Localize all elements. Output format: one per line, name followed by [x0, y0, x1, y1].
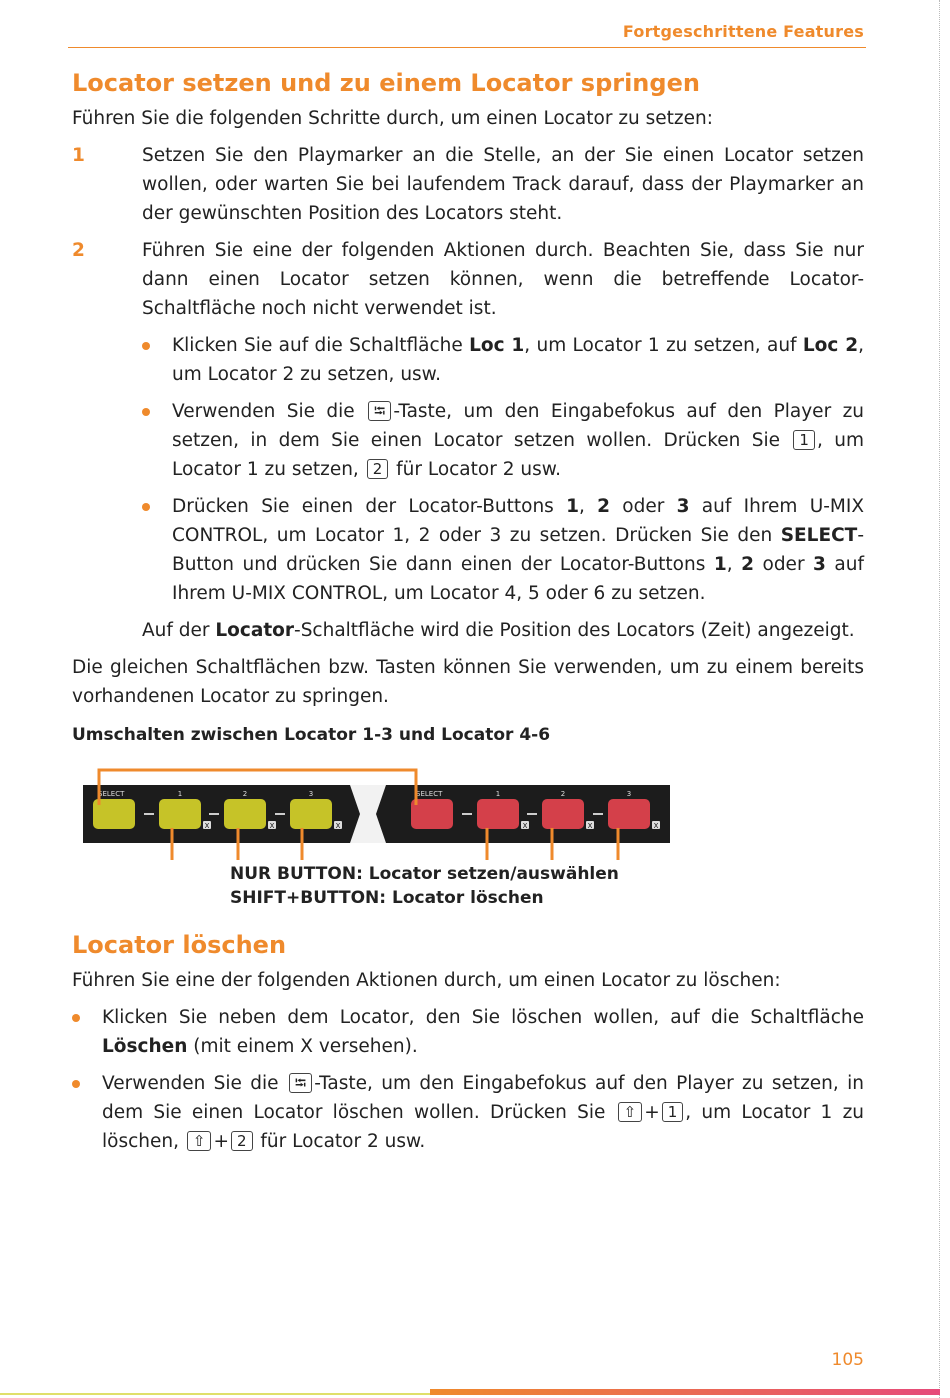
x-badge-label: X [335, 822, 341, 830]
button-label: 1 [495, 790, 501, 798]
section1-outro: Die gleichen Schaltflächen bzw. Tasten können Sie verwenden, um zu einem bereits vorhandenen Locator zu springen. [72, 657, 864, 707]
locator-button [543, 800, 583, 828]
tab-key-icon: ⭾ [289, 1073, 312, 1093]
key-2-icon: 2 [367, 459, 389, 479]
bullet-text: Verwenden Sie die ⭾ -Taste, um den Eingabefokus auf den Player zu setzen, in dem Sie einen Locator löschen wollen. Drücken Sie ⇧ + 1 , um Locator 1 zu löschen, ⇧ + 2 für Locator 2 usw. [102, 1073, 864, 1152]
page-content [72, 66, 864, 1164]
locator-button [609, 800, 649, 828]
bullet-dot [142, 503, 150, 511]
button-label: 3 [626, 790, 632, 798]
bullet-item [142, 397, 864, 484]
step-2-bullets [142, 331, 864, 608]
step-2-result: Auf der Locator-Schaltfläche wird die Position des Locators (Zeit) angezeigt. [142, 620, 855, 641]
caption-line-1: NUR BUTTON: Locator setzen/auswählen [230, 864, 619, 884]
bullet-item [142, 331, 864, 389]
locator-button [160, 800, 200, 828]
button-label: 2 [242, 790, 248, 798]
tab-key-icon: ⭾ [368, 401, 391, 421]
locator-button [291, 800, 331, 828]
figure-title: Umschalten zwischen Locator 1-3 und Locator 4-6 [72, 725, 551, 745]
button-label: SELECT [98, 790, 125, 798]
caption-line-2: SHIFT+BUTTON: Locator löschen [230, 888, 544, 908]
bullet-dot [72, 1014, 80, 1022]
running-header: Fortgeschrittene Features [622, 22, 864, 41]
shift-key-icon: ⇧ [187, 1131, 212, 1151]
section2-intro: Führen Sie eine der folgenden Aktionen durch, um einen Locator zu löschen: [72, 970, 781, 991]
key-2-icon: 2 [231, 1131, 253, 1151]
header-rule [68, 47, 866, 48]
x-badge-label: X [587, 822, 593, 830]
section1-intro: Führen Sie die folgenden Schritte durch, um einen Locator zu setzen: [72, 108, 713, 129]
x-badge-label: X [269, 822, 275, 830]
section-title-set-locator: Locator setzen und zu einem Locator springen [72, 69, 700, 97]
button-label: SELECT [416, 790, 443, 798]
x-badge-label: X [653, 822, 659, 830]
page-number: 105 [831, 1350, 864, 1370]
key-1-icon: 1 [793, 430, 815, 450]
figure-caption [230, 862, 619, 910]
bullet-text: Drücken Sie einen der Locator-Buttons 1, 2 oder 3 auf Ihrem U-MIX CONTROL, um Locator 1, 2 oder 3 zu setzen. Drücken Sie den SELECT-Button und drücken Sie dann einen der Locator-Buttons 1, 2 oder 3 auf Ihrem U-MIX CONTROL, um Locator 4, 5 oder 6 zu setzen. [172, 496, 865, 604]
bullet-item [142, 492, 864, 608]
x-badge-label: X [522, 822, 528, 830]
bottom-line [0, 1393, 430, 1395]
step-number: 2 [72, 240, 85, 261]
bullet-dot [72, 1080, 80, 1088]
bullet-text: Klicken Sie neben dem Locator, den Sie löschen wollen, auf die Schaltfläche Löschen (mit einem X versehen). [102, 1007, 864, 1057]
step-2-text: Führen Sie eine der folgenden Aktionen durch. Beachten Sie, dass Sie nur dann einen Locator setzen können, wenn die betreffende Locator-Schaltfläche noch nicht verwendet ist. [142, 240, 864, 319]
controller-illustration [72, 750, 864, 860]
section2-bullets [72, 1003, 864, 1156]
locator-button [412, 800, 452, 828]
shift-key-icon: ⇧ [618, 1102, 643, 1122]
locator-button [478, 800, 518, 828]
bullet-text: Klicken Sie auf die Schaltfläche Loc 1, um Locator 1 zu setzen, auf Loc 2, um Locator 2 zu setzen, usw. [172, 335, 864, 385]
key-1-icon: 1 [662, 1102, 684, 1122]
locator-button [225, 800, 265, 828]
step-text: Setzen Sie den Playmarker an die Stelle, an der Sie einen Locator setzen wollen, oder warten Sie bei laufendem Track darauf, dass der Playmarker an der gewünschten Position des Locators steht. [142, 145, 864, 224]
bullet-dot [142, 408, 150, 416]
bottom-color-bar [430, 1389, 940, 1395]
locator-figure [72, 750, 864, 920]
step-number: 1 [72, 145, 85, 166]
x-badge-label: X [204, 822, 210, 830]
bullet-text: Verwenden Sie die ⭾ -Taste, um den Eingabefokus auf den Player zu setzen, in dem Sie einen Locator setzen wollen. Drücken Sie 1 , um Locator 1 zu setzen, 2 für Locator 2 usw. [172, 401, 865, 480]
step-text [142, 236, 864, 645]
button-label: 2 [560, 790, 566, 798]
section-title-delete-locator: Locator löschen [72, 931, 287, 959]
button-label: 1 [177, 790, 183, 798]
bullet-item [72, 1069, 864, 1156]
step-2 [72, 236, 864, 645]
bullet-dot [142, 342, 150, 350]
step-1 [72, 141, 864, 228]
bullet-item [72, 1003, 864, 1061]
button-label: 3 [308, 790, 314, 798]
